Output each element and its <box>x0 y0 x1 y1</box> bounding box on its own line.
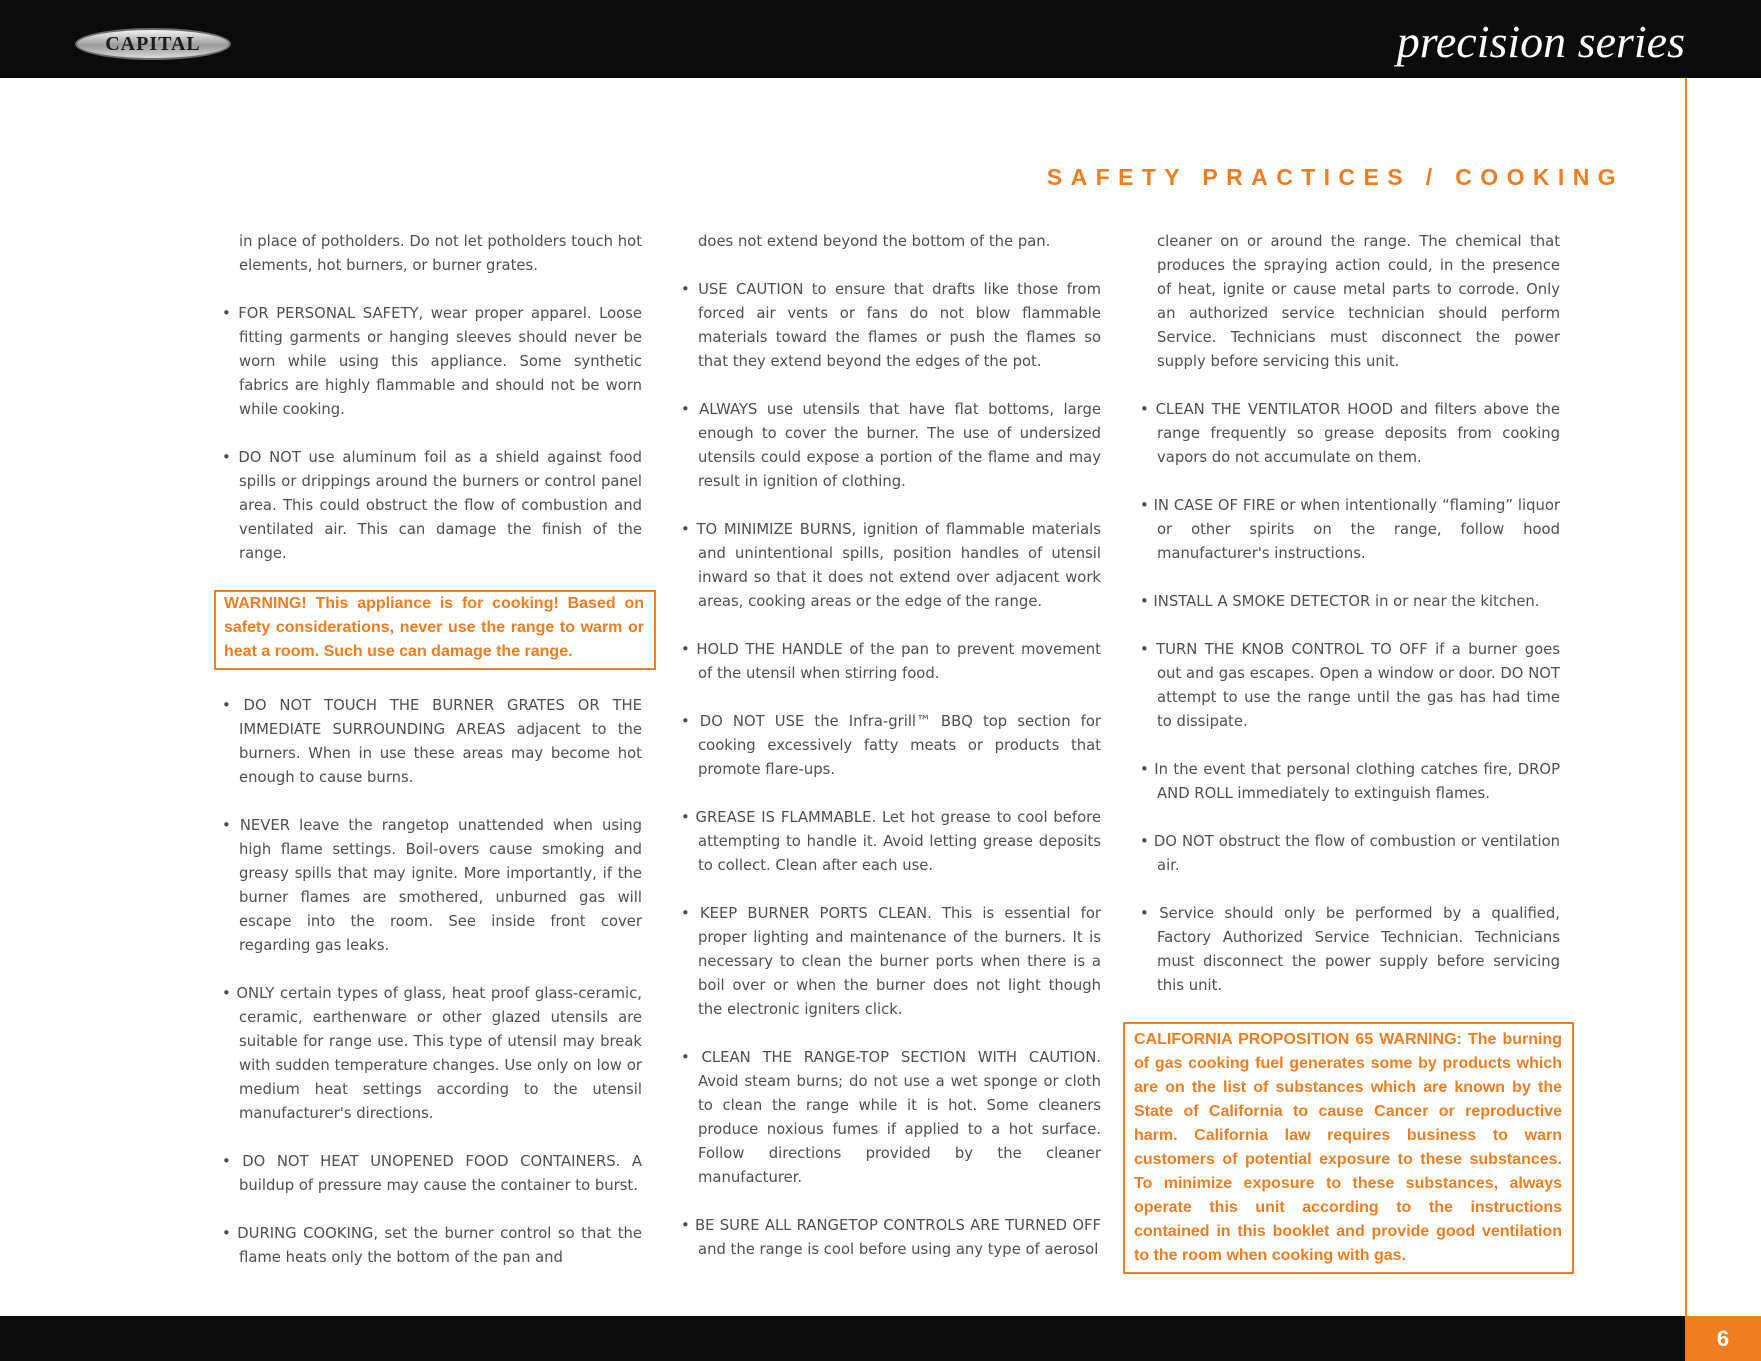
safety-item: • FOR PERSONAL SAFETY, wear proper apparel. Loose fitting garments or hanging sleeves should never be worn while using this appliance. Some synthetic fabrics are highly flammable and should not be worn while cooking. <box>222 305 642 418</box>
safety-item: • ALWAYS use utensils that have flat bottoms, large enough to cover the burner. The use of undersized utensils could expose a portion of the flame and may result in ignition of clothing. <box>681 401 1101 490</box>
safety-item: • IN CASE OF FIRE or when intentionally “flaming” liquor or other spirits on the range, follow hood manufacturer's instructions. <box>1140 497 1560 562</box>
prop65-warning-box: CALIFORNIA PROPOSITION 65 WARNING: The burning of gas cooking fuel generates some by products which are on the list of substances which are known by the State of California to cause Cancer or reproductive harm. California law requires business to warn customers of potential exposure to these substances. To minimize exposure to these substances, always operate this unit according to the instructions contained in this booklet and provide good ventilation to the room when cooking with gas. <box>1123 1022 1574 1274</box>
safety-item: • DO NOT use aluminum foil as a shield against food spills or drippings around the burners or control panel area. This could obstruct the flow of combustion and ventilated air. This can damage the finish of the range. <box>222 449 642 562</box>
safety-item: • KEEP BURNER PORTS CLEAN. This is essential for proper lighting and maintenance of the burners. It is necessary to clean the burner ports when there is a boil over or when the burner does not light though the electronic igniters click. <box>681 905 1101 1018</box>
logo-text: CAPITAL <box>105 32 201 55</box>
column-3 <box>1134 230 1562 1298</box>
safety-item: • ONLY certain types of glass, heat proof glass-ceramic, ceramic, earthenware or other glazed utensils are suitable for range use. This type of utensil may break with sudden temperature changes. Use only on low or medium heat settings according to the utensil manufacturer's directions. <box>222 985 642 1122</box>
safety-item: • DO NOT obstruct the flow of combustion or ventilation air. <box>1140 833 1560 874</box>
safety-item: • Service should only be performed by a qualified, Factory Authorized Service Technician. Technicians must disconnect the power supply before servicing this unit. <box>1140 905 1560 994</box>
safety-item: • USE CAUTION to ensure that drafts like those from forced air vents or fans do not blow flammable materials toward the flames or push the flames so that they extend beyond the edges of the pot. <box>681 281 1101 370</box>
safety-item: • DO NOT TOUCH THE BURNER GRATES OR THE IMMEDIATE SURROUNDING AREAS adjacent to the burners. When in use these areas may become hot enough to cause burns. <box>222 697 642 786</box>
paragraph: does not extend beyond the bottom of the pan. <box>698 233 1051 250</box>
safety-item: • CLEAN THE RANGE-TOP SECTION WITH CAUTION. Avoid steam burns; do not use a wet sponge or cloth to clean the range while it is hot. Some cleaners produce noxious fumes if applied to a hot surface. Follow directions provided by the cleaner manufacturer. <box>681 1049 1101 1186</box>
safety-item: • DO NOT USE the Infra-grill™ BBQ top section for cooking excessively fatty meats or products that promote flare-ups. <box>681 713 1101 778</box>
safety-item: • DO NOT HEAT UNOPENED FOOD CONTAINERS. A buildup of pressure may cause the container to burst. <box>222 1153 642 1194</box>
safety-item: • BE SURE ALL RANGETOP CONTROLS ARE TURNED OFF and the range is cool before using any type of aerosol <box>681 1217 1101 1258</box>
footer-bar <box>0 1316 1761 1361</box>
safety-item: • TO MINIMIZE BURNS, ignition of flammable materials and unintentional spills, position handles of utensil inward so that it does not extend over adjacent work areas, cooking areas or the edge of the range. <box>681 521 1101 610</box>
page-number: 6 <box>1685 1316 1761 1361</box>
series-title: precision series <box>1396 16 1685 67</box>
margin-rule <box>1685 78 1687 1316</box>
safety-item: • In the event that personal clothing catches fire, DROP AND ROLL immediately to extinguish flames. <box>1140 761 1560 802</box>
safety-item: • TURN THE KNOB CONTROL TO OFF if a burner goes out and gas escapes. Open a window or door. DO NOT attempt to use the range until the gas has had time to dissipate. <box>1140 641 1560 730</box>
section-title: SAFETY PRACTICES / COOKING <box>1046 164 1624 190</box>
header-bar <box>0 0 1761 78</box>
column-2 <box>681 230 1101 1286</box>
safety-item: • DURING COOKING, set the burner control so that the flame heats only the bottom of the pan and <box>222 1225 642 1266</box>
safety-item: • CLEAN THE VENTILATOR HOOD and filters above the range frequently so grease deposits from cooking vapors do not accumulate on them. <box>1140 401 1560 466</box>
safety-item: • INSTALL A SMOKE DETECTOR in or near the kitchen. <box>1140 593 1540 610</box>
warning-box: WARNING! This appliance is for cooking! Based on safety considerations, never use the range to warm or heat a room. Such use can damage the range. <box>214 590 656 670</box>
safety-item: • NEVER leave the rangetop unattended when using high flame settings. Boil-overs cause smoking and greasy spills that may ignite. More importantly, if the burner flames are smothered, unburned gas will escape into the room. See inside front cover regarding gas leaks. <box>222 817 642 954</box>
paragraph: cleaner on or around the range. The chemical that produces the spraying action could, in the presence of heat, ignite or cause metal parts to corrode. Only an authorized service technician should perform Service. Technicians must disconnect the power supply before servicing this unit. <box>1157 233 1560 370</box>
column-1 <box>222 230 642 1294</box>
safety-item: • HOLD THE HANDLE of the pan to prevent movement of the utensil when stirring food. <box>681 641 1101 682</box>
capital-logo <box>75 28 231 60</box>
safety-item: • GREASE IS FLAMMABLE. Let hot grease to cool before attempting to handle it. Avoid letting grease deposits to collect. Clean after each use. <box>681 809 1101 874</box>
paragraph: in place of potholders. Do not let potholders touch hot elements, hot burners, or burner grates. <box>239 233 642 274</box>
